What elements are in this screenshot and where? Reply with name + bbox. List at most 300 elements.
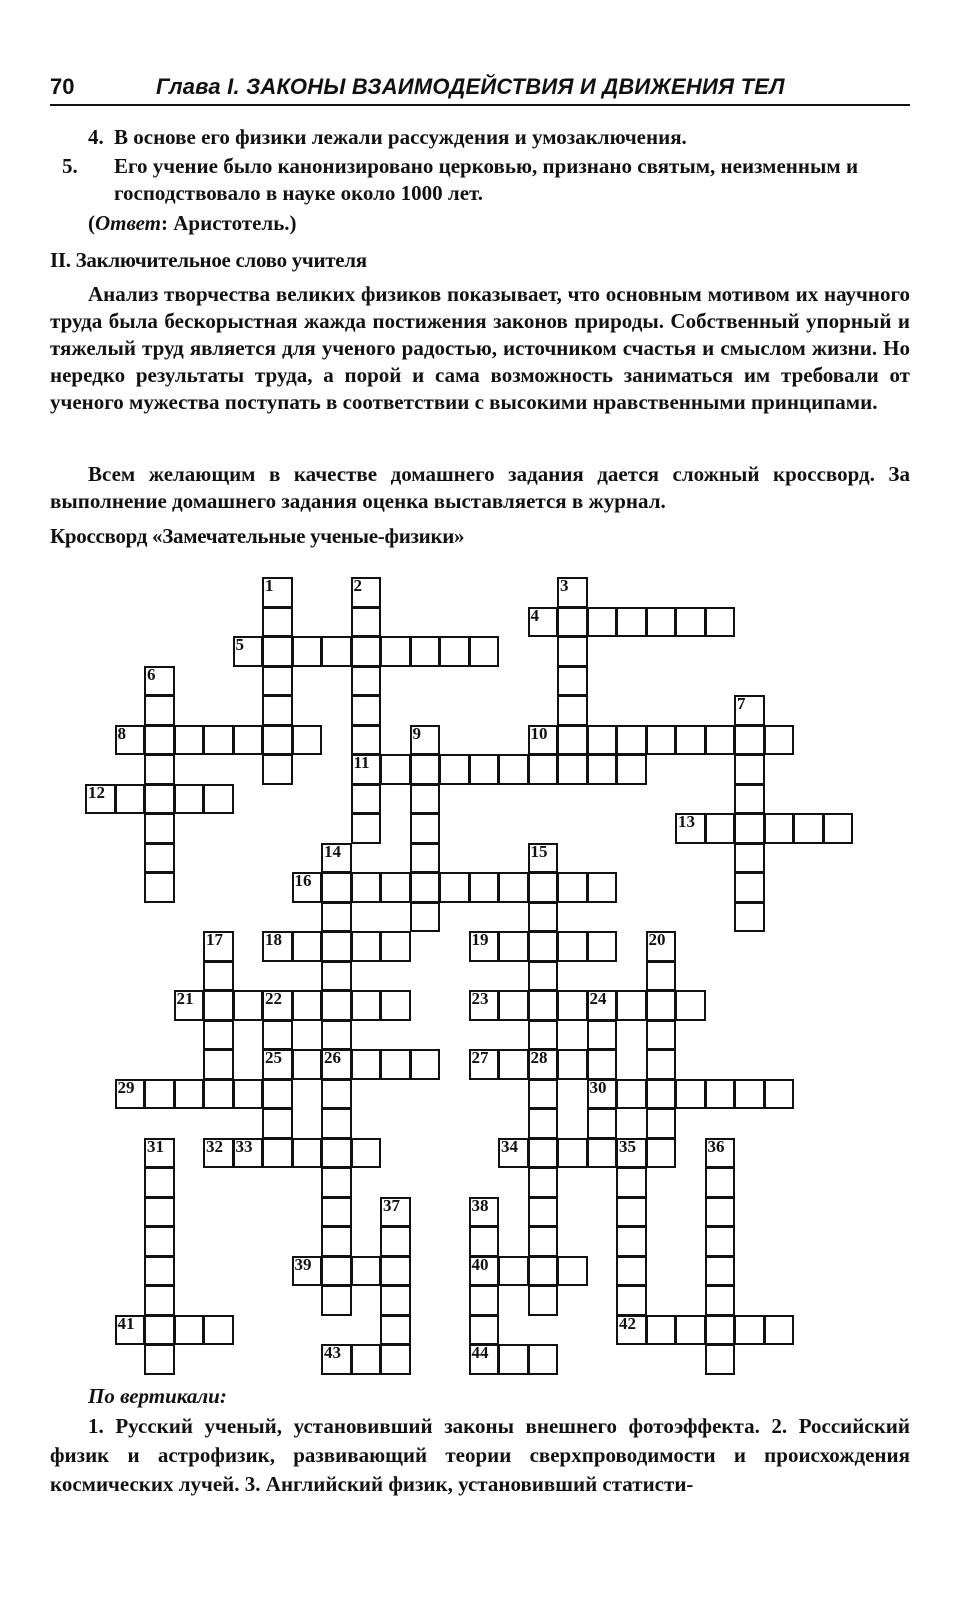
crossword-cell[interactable] — [292, 1138, 323, 1169]
crossword-cell[interactable] — [351, 1344, 382, 1375]
crossword-cell[interactable] — [528, 1079, 559, 1110]
crossword-cell[interactable] — [410, 754, 441, 785]
clues-text: 1. Русский ученый, установивший законы внешнего фотоэффекта. 2. Российский физик и астрофизик, развивающий теории сверхпроводимости и происхождения космических лучей. 3. Английский физик, установивший статисти- — [50, 1414, 910, 1496]
crossword-cell[interactable] — [380, 1256, 411, 1287]
crossword-cell[interactable] — [587, 725, 618, 756]
crossword-cell[interactable] — [351, 695, 382, 726]
crossword-cell[interactable] — [262, 577, 293, 608]
crossword-cell[interactable] — [528, 725, 559, 756]
crossword-cell[interactable] — [410, 725, 441, 756]
crossword-cell[interactable] — [705, 1285, 736, 1316]
crossword-cell[interactable] — [233, 990, 264, 1021]
crossword-cell[interactable] — [203, 990, 234, 1021]
crossword-cell[interactable] — [469, 1285, 500, 1316]
list-item-text: В основе его физики лежали рассуждения и умозаключения. — [114, 125, 687, 149]
crossword-cell[interactable] — [675, 607, 706, 638]
crossword-cell[interactable] — [528, 1197, 559, 1228]
crossword-cell[interactable] — [616, 607, 647, 638]
crossword-cell[interactable] — [144, 1167, 175, 1198]
crossword-cell[interactable] — [646, 1315, 677, 1346]
crossword-cell[interactable] — [115, 784, 146, 815]
crossword-cell[interactable] — [469, 1197, 500, 1228]
crossword-cell[interactable] — [351, 872, 382, 903]
crossword-cell[interactable] — [528, 754, 559, 785]
crossword-cell[interactable] — [144, 1344, 175, 1375]
crossword-cell[interactable] — [587, 607, 618, 638]
crossword-cell[interactable] — [380, 931, 411, 962]
crossword-cell[interactable] — [321, 931, 352, 962]
crossword-cell[interactable] — [734, 1315, 765, 1346]
crossword-clue-number: 2 — [353, 576, 362, 595]
crossword-cell[interactable] — [616, 1079, 647, 1110]
crossword-cell[interactable] — [174, 990, 205, 1021]
crossword-cell[interactable] — [144, 1079, 175, 1110]
crossword-cell[interactable] — [705, 725, 736, 756]
crossword-cell[interactable] — [675, 1079, 706, 1110]
crossword-clue-number: 14 — [324, 841, 341, 861]
crossword-cell[interactable] — [587, 1108, 618, 1139]
crossword-cell[interactable] — [616, 1256, 647, 1287]
crossword-cell[interactable] — [734, 695, 765, 726]
crossword-cell[interactable] — [321, 1344, 352, 1375]
crossword-cell[interactable] — [321, 1167, 352, 1198]
crossword-cell[interactable] — [351, 725, 382, 756]
crossword-clue-number: 31 — [147, 1136, 164, 1156]
page-number: 70 — [50, 74, 75, 99]
crossword-cell[interactable] — [380, 872, 411, 903]
crossword-cell[interactable] — [203, 1138, 234, 1169]
crossword-cell[interactable] — [292, 1049, 323, 1080]
crossword-cell[interactable] — [262, 1020, 293, 1051]
crossword-cell[interactable] — [734, 754, 765, 785]
crossword-cell[interactable] — [380, 636, 411, 667]
crossword-cell[interactable] — [351, 666, 382, 697]
crossword-cell[interactable] — [174, 1315, 205, 1346]
crossword-cell[interactable] — [380, 990, 411, 1021]
crossword-cell[interactable] — [734, 872, 765, 903]
crossword-cell[interactable] — [292, 931, 323, 962]
crossword-cell[interactable] — [469, 1315, 500, 1346]
crossword-cell[interactable] — [557, 931, 588, 962]
crossword-cell[interactable] — [292, 636, 323, 667]
crossword-cell[interactable] — [705, 1167, 736, 1198]
crossword-cell[interactable] — [587, 872, 618, 903]
crossword-cell[interactable] — [528, 1020, 559, 1051]
crossword-clue-number: 15 — [530, 841, 548, 861]
crossword-clue-number: 30 — [589, 1077, 607, 1097]
crossword-cell[interactable] — [321, 902, 352, 933]
list-item-text: Его учение было канонизировано церковью, признано святым, неизменным и господствовало в науке около 1000 лет. — [114, 154, 859, 205]
crossword-cell[interactable] — [528, 990, 559, 1021]
crossword-cell[interactable] — [557, 607, 588, 638]
crossword-cell[interactable] — [498, 1256, 529, 1287]
crossword-cell[interactable] — [764, 725, 795, 756]
crossword-cell[interactable] — [439, 754, 470, 785]
crossword-cell[interactable] — [410, 872, 441, 903]
crossword-cell[interactable] — [557, 754, 588, 785]
crossword-cell[interactable] — [321, 1197, 352, 1228]
crossword-cell[interactable] — [410, 784, 441, 815]
crossword-cell[interactable] — [144, 666, 175, 697]
crossword-cell[interactable] — [557, 695, 588, 726]
crossword-cell[interactable] — [616, 754, 647, 785]
crossword-cell[interactable] — [410, 843, 441, 874]
crossword-cell[interactable] — [262, 990, 293, 1021]
running-head: Глава I. ЗАКОНЫ ВЗАИМОДЕЙСТВИЯ И ДВИЖЕНИЯ ТЕЛ — [156, 74, 785, 99]
crossword-clue-number: 7 — [737, 694, 746, 713]
clues-heading: По вертикали: — [88, 1384, 227, 1408]
crossword-cell[interactable] — [144, 843, 175, 874]
crossword-cell[interactable] — [498, 754, 529, 785]
crossword-clue-number: 26 — [324, 1048, 341, 1067]
crossword-cell[interactable] — [528, 843, 559, 874]
crossword-cell[interactable] — [321, 1285, 352, 1316]
crossword-cell[interactable] — [498, 990, 529, 1021]
crossword-cell[interactable] — [321, 1020, 352, 1051]
crossword-clue-number: 43 — [324, 1343, 341, 1362]
crossword-cell[interactable] — [410, 902, 441, 933]
crossword-cell[interactable] — [498, 872, 529, 903]
crossword-cell[interactable] — [528, 1049, 559, 1080]
crossword-cell[interactable] — [380, 1315, 411, 1346]
crossword-cell[interactable] — [262, 1049, 293, 1080]
crossword-cell[interactable] — [646, 1049, 677, 1080]
crossword-cell[interactable] — [557, 636, 588, 667]
crossword-cell[interactable] — [439, 636, 470, 667]
paragraph-1: Анализ творчества великих физиков показывает, что основным мотивом их научного труда была бескорыстная жажда постижения законов природы. Собственный упорный и тяжелый труд является для ученого радостью, источником счастья и смыслом жизни. Но нередко результаты труда, а порой и сама возможность заниматься им требовали от ученого мужества поступать в соответствии с высокими нравственными принципами. — [50, 282, 910, 414]
crossword-clue-number: 33 — [235, 1136, 253, 1156]
crossword-cell[interactable] — [734, 725, 765, 756]
crossword-cell[interactable] — [705, 1079, 736, 1110]
crossword-clue-number: 10 — [530, 723, 548, 743]
crossword-cell[interactable] — [144, 813, 175, 844]
crossword-cell[interactable] — [587, 1138, 618, 1169]
crossword-cell[interactable] — [321, 636, 352, 667]
crossword-cell[interactable] — [557, 1049, 588, 1080]
crossword-cell[interactable] — [233, 636, 264, 667]
crossword-cell[interactable] — [587, 931, 618, 962]
crossword-cell[interactable] — [587, 1079, 618, 1110]
crossword-cell[interactable] — [262, 1138, 293, 1169]
crossword-cell[interactable] — [380, 1226, 411, 1257]
crossword-cell[interactable] — [469, 754, 500, 785]
list-item-number: 5. — [62, 154, 78, 178]
crossword-cell[interactable] — [675, 813, 706, 844]
crossword-clue-number: 17 — [206, 930, 223, 949]
crossword-cell[interactable] — [203, 1049, 234, 1080]
crossword-cell[interactable] — [646, 990, 677, 1021]
crossword-clue-number: 21 — [176, 989, 194, 1008]
crossword-cell[interactable] — [705, 1344, 736, 1375]
crossword-cell[interactable] — [734, 813, 765, 844]
crossword-cell[interactable] — [469, 872, 500, 903]
crossword-cell[interactable] — [587, 1020, 618, 1051]
crossword-cell[interactable] — [528, 1138, 559, 1169]
crossword-cell[interactable] — [557, 666, 588, 697]
crossword-cell[interactable] — [144, 1138, 175, 1169]
crossword-clue-number: 25 — [265, 1048, 282, 1067]
crossword-clue-number: 12 — [88, 782, 105, 802]
crossword-cell[interactable] — [498, 931, 529, 962]
crossword-cell[interactable] — [646, 1079, 677, 1110]
crossword-cell[interactable] — [646, 607, 677, 638]
crossword-cell[interactable] — [528, 872, 559, 903]
crossword-cell[interactable] — [528, 1167, 559, 1198]
answer-text: : Аристотель.) — [161, 211, 297, 235]
crossword-cell[interactable] — [292, 1256, 323, 1287]
crossword-clue-number: 23 — [471, 989, 489, 1008]
crossword-cell[interactable] — [351, 1138, 382, 1169]
crossword-cell[interactable] — [174, 725, 205, 756]
crossword-clue-number: 22 — [265, 989, 282, 1008]
crossword-cell[interactable] — [646, 1138, 677, 1169]
crossword-cell[interactable] — [292, 872, 323, 903]
crossword-clue-number: 37 — [383, 1195, 400, 1215]
crossword-clue-number: 4 — [530, 605, 539, 625]
crossword-cell[interactable] — [764, 1315, 795, 1346]
crossword-clue-number: 34 — [501, 1136, 518, 1156]
crossword-cell[interactable] — [528, 902, 559, 933]
crossword-cell[interactable] — [469, 636, 500, 667]
crossword-cell[interactable] — [115, 1315, 146, 1346]
crossword-cell[interactable] — [734, 902, 765, 933]
crossword-cell[interactable] — [646, 725, 677, 756]
crossword-cell[interactable] — [321, 1079, 352, 1110]
crossword-clue-number: 3 — [560, 576, 569, 595]
crossword-clue-number: 42 — [619, 1313, 636, 1333]
crossword-cell[interactable] — [705, 1256, 736, 1287]
crossword-cell[interactable] — [380, 1344, 411, 1375]
crossword-cell[interactable] — [144, 754, 175, 785]
crossword-clue-number: 38 — [471, 1195, 489, 1215]
crossword-cell[interactable] — [675, 725, 706, 756]
crossword-cell[interactable] — [616, 1167, 647, 1198]
crossword-cell[interactable] — [823, 813, 854, 844]
crossword-cell[interactable] — [380, 1197, 411, 1228]
crossword-cell[interactable] — [144, 1315, 175, 1346]
crossword-cell[interactable] — [705, 813, 736, 844]
crossword-cell[interactable] — [734, 784, 765, 815]
crossword-cell[interactable] — [351, 1256, 382, 1287]
crossword-cell[interactable] — [321, 990, 352, 1021]
crossword-cell[interactable] — [469, 1049, 500, 1080]
crossword-clue-number: 32 — [206, 1136, 223, 1156]
crossword-clue-number: 6 — [147, 664, 156, 684]
crossword-cell[interactable] — [557, 990, 588, 1021]
crossword-cell[interactable] — [616, 1315, 647, 1346]
crossword-cell[interactable] — [616, 725, 647, 756]
crossword-cell[interactable] — [646, 1108, 677, 1139]
crossword-cell[interactable] — [439, 872, 470, 903]
crossword-clue-number: 19 — [471, 930, 489, 949]
crossword-cell[interactable] — [233, 1138, 264, 1169]
crossword-cell[interactable] — [410, 813, 441, 844]
crossword-cell[interactable] — [646, 961, 677, 992]
crossword-cell[interactable] — [587, 1049, 618, 1080]
crossword-clue-number: 20 — [648, 930, 666, 949]
crossword-cell[interactable] — [115, 1079, 146, 1110]
crossword-cell[interactable] — [380, 1049, 411, 1080]
crossword-cell[interactable] — [174, 1079, 205, 1110]
crossword-cell[interactable] — [144, 872, 175, 903]
crossword-cell[interactable] — [351, 784, 382, 815]
crossword-cell[interactable] — [203, 725, 234, 756]
crossword-cell[interactable] — [262, 636, 293, 667]
crossword-cell[interactable] — [262, 725, 293, 756]
crossword-cell[interactable] — [764, 1079, 795, 1110]
crossword-clue-number: 36 — [707, 1136, 725, 1156]
crossword-clue-number: 41 — [117, 1313, 135, 1333]
crossword-cell[interactable] — [262, 931, 293, 962]
crossword-cell[interactable] — [262, 695, 293, 726]
crossword-cell[interactable] — [351, 607, 382, 638]
crossword-cell[interactable] — [203, 1315, 234, 1346]
crossword-cell[interactable] — [321, 961, 352, 992]
crossword-cell[interactable] — [203, 784, 234, 815]
crossword-cell[interactable] — [351, 1049, 382, 1080]
crossword-cell[interactable] — [203, 1079, 234, 1110]
crossword-cell[interactable] — [262, 666, 293, 697]
crossword-cell[interactable] — [351, 813, 382, 844]
crossword-cell[interactable] — [557, 1256, 588, 1287]
crossword-cell[interactable] — [705, 1197, 736, 1228]
crossword-clue-number: 9 — [412, 723, 421, 743]
crossword-cell[interactable] — [262, 607, 293, 638]
crossword-cell[interactable] — [675, 1315, 706, 1346]
crossword-cell[interactable] — [262, 1108, 293, 1139]
crossword-cell[interactable] — [351, 990, 382, 1021]
crossword-cell[interactable] — [262, 754, 293, 785]
crossword-clue-number: 44 — [471, 1343, 489, 1362]
list-item-number: 4. — [88, 125, 104, 149]
crossword-cell[interactable] — [233, 1079, 264, 1110]
crossword-cell[interactable] — [144, 1226, 175, 1257]
crossword-clue-number: 40 — [471, 1254, 489, 1274]
crossword-cell[interactable] — [557, 872, 588, 903]
crossword-cell[interactable] — [380, 754, 411, 785]
crossword-cell[interactable] — [469, 1226, 500, 1257]
crossword-cell[interactable] — [380, 1285, 411, 1316]
crossword-clue-number: 24 — [589, 989, 607, 1008]
crossword-cell[interactable] — [144, 1197, 175, 1228]
crossword-cell[interactable] — [203, 1020, 234, 1051]
crossword-cell[interactable] — [557, 725, 588, 756]
crossword-clue-number: 28 — [530, 1048, 548, 1067]
crossword-cell[interactable] — [705, 1226, 736, 1257]
crossword-clue-number: 8 — [117, 723, 126, 743]
crossword-cell[interactable] — [705, 1315, 736, 1346]
crossword-cell[interactable] — [646, 931, 677, 962]
crossword-cell[interactable] — [793, 813, 824, 844]
crossword-cell[interactable] — [262, 1079, 293, 1110]
crossword-cell[interactable] — [351, 931, 382, 962]
answer-open: ( — [88, 211, 95, 235]
crossword-cell[interactable] — [469, 931, 500, 962]
crossword-cell[interactable] — [321, 872, 352, 903]
section-title: II. Заключительное слово учителя — [50, 248, 367, 272]
crossword-cell[interactable] — [144, 695, 175, 726]
crossword-clue-number: 1 — [265, 576, 274, 595]
crossword-cell[interactable] — [675, 990, 706, 1021]
crossword-cell[interactable] — [351, 754, 382, 785]
crossword-cell[interactable] — [233, 725, 264, 756]
crossword-clue-number: 39 — [294, 1254, 312, 1274]
crossword-cell[interactable] — [616, 1285, 647, 1316]
crossword-cell[interactable] — [321, 1049, 352, 1080]
crossword-cell[interactable] — [144, 725, 175, 756]
crossword-cell[interactable] — [705, 607, 736, 638]
crossword-cell[interactable] — [734, 843, 765, 874]
crossword-cell[interactable] — [557, 577, 588, 608]
crossword-cell[interactable] — [616, 990, 647, 1021]
crossword-cell[interactable] — [528, 961, 559, 992]
crossword-clue-number: 27 — [471, 1048, 489, 1067]
paragraph-2: Всем желающим в качестве домашнего задания дается сложный кроссворд. За выполнение домашнего задания оценка выставляется в журнал. — [50, 462, 910, 513]
crossword-cell[interactable] — [528, 607, 559, 638]
crossword-cell[interactable] — [292, 990, 323, 1021]
crossword-clue-number: 29 — [117, 1077, 135, 1097]
crossword-cell[interactable] — [616, 1197, 647, 1228]
crossword-cell[interactable] — [587, 754, 618, 785]
crossword-cell[interactable] — [351, 577, 382, 608]
crossword-cell[interactable] — [528, 931, 559, 962]
crossword-cell[interactable] — [410, 636, 441, 667]
crossword-cell[interactable] — [174, 784, 205, 815]
crossword-cell[interactable] — [587, 990, 618, 1021]
crossword-cell[interactable] — [469, 1256, 500, 1287]
crossword-cell[interactable] — [321, 1138, 352, 1169]
crossword-cell[interactable] — [85, 784, 116, 815]
crossword-cell[interactable] — [528, 1256, 559, 1287]
crossword-cell[interactable] — [410, 1049, 441, 1080]
crossword-cell[interactable] — [498, 1344, 529, 1375]
crossword-cell[interactable] — [203, 931, 234, 962]
crossword-cell[interactable] — [734, 1079, 765, 1110]
crossword-cell[interactable] — [321, 843, 352, 874]
crossword-cell[interactable] — [144, 1256, 175, 1287]
crossword-cell[interactable] — [321, 1256, 352, 1287]
crossword-cell[interactable] — [705, 1138, 736, 1169]
crossword-cell[interactable] — [498, 1138, 529, 1169]
crossword-cell[interactable] — [321, 1226, 352, 1257]
crossword-cell[interactable] — [144, 1285, 175, 1316]
crossword-title: Кроссворд «Замечательные ученые-физики» — [50, 524, 465, 548]
crossword-clue-number: 35 — [619, 1136, 636, 1156]
crossword-cell[interactable] — [528, 1226, 559, 1257]
crossword-cell[interactable] — [646, 1020, 677, 1051]
crossword-cell[interactable] — [528, 1344, 559, 1375]
crossword-cell[interactable] — [557, 1138, 588, 1169]
crossword-clue-number: 18 — [265, 930, 282, 949]
crossword-clue-number: 5 — [235, 635, 244, 654]
crossword-clue-number: 13 — [678, 812, 695, 831]
crossword-clue-number: 16 — [294, 871, 312, 890]
crossword-cell[interactable] — [528, 1285, 559, 1316]
crossword-cell[interactable] — [498, 1049, 529, 1080]
crossword-cell[interactable] — [321, 1108, 352, 1139]
crossword-cell[interactable] — [764, 813, 795, 844]
crossword-cell[interactable] — [351, 636, 382, 667]
crossword-cell[interactable] — [292, 725, 323, 756]
crossword-cell[interactable] — [616, 1138, 647, 1169]
crossword-cell[interactable] — [144, 784, 175, 815]
crossword-cell[interactable] — [616, 1226, 647, 1257]
crossword-cell[interactable] — [469, 1344, 500, 1375]
crossword-cell[interactable] — [469, 990, 500, 1021]
crossword-cell[interactable] — [115, 725, 146, 756]
crossword-cell[interactable] — [528, 1108, 559, 1139]
crossword-cell[interactable] — [203, 961, 234, 992]
